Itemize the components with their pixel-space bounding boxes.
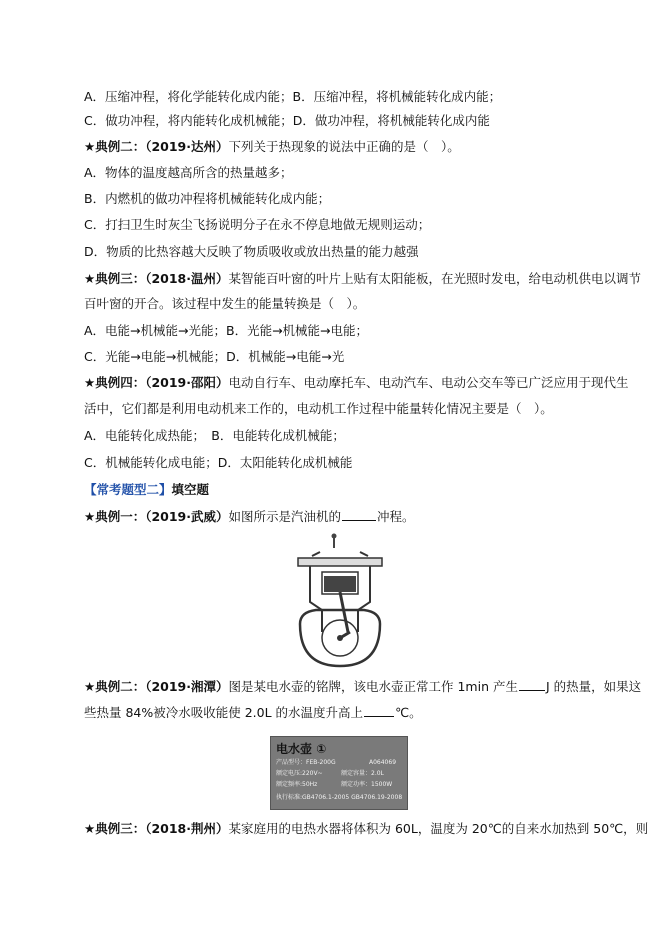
section-heading [84,481,625,499]
question-stem: ℃。 [395,705,422,720]
nameplate-model: 产品型号：FEB-200G [276,759,336,766]
nameplate-photo [270,736,408,810]
nameplate-standard: 执行标准:GB4706.1-2005 GB4706.19-2008 [276,794,403,801]
option-line: D．物质的比热容越大反映了物质吸收或放出热量的能力越强 [84,244,419,259]
answer-blank[interactable] [342,508,376,521]
example-question [84,270,642,288]
question-stem-cont: 百叶窗的开合。该过程中发生的能量转换是（ ）。 [84,296,366,311]
nameplate-title: 电水壶 ① [276,742,327,756]
example-question [84,508,625,526]
nameplate-capacity: 额定容量：2.0L [341,770,384,777]
question-stem-cont [84,704,625,722]
example-label: ★典例一：（2019·武威） [84,509,229,524]
answer-blank[interactable] [364,704,394,717]
example-label: ★典例二：（2019·达州） [84,139,229,154]
nameplate-code: A064069 [369,759,397,766]
example-question [84,678,642,696]
nameplate-frequency: 额定频率:50Hz [276,781,318,788]
option-line: C．做功冲程，将内能转化成机械能；D．做功冲程，将机械能转化成内能 [84,113,490,128]
question-stem: 些热量 84%被冷水吸收能使 2.0L 的水温度升高上 [84,705,364,720]
example-label: ★典例三：（2018·温州） [84,271,229,286]
example-question [84,374,629,392]
question-stem: 电动自行车、电动摩托车、电动汽车、电动公交车等已广泛应用于现代生 [228,375,629,390]
example-label: ★典例四：（2019·邵阳） [84,375,229,390]
option-line: C．机械能转化成电能；D．太阳能转化成机械能 [84,455,353,470]
option-line: A．电能→机械能→光能；B．光能→机械能→电能； [84,323,369,338]
option-line: C．打扫卫生时灰尘飞扬说明分子在永不停息地做无规则运动； [84,217,431,232]
section-title: 填空题 [171,482,210,497]
question-stem-cont: 活中，它们都是利用电动机来工作的，电动机工作过程中能量转化情况主要是（ ）。 [84,401,553,416]
option-line: B．内燃机的做功冲程将机械能转化成内能； [84,191,331,206]
nameplate-power: 额定功率：1500W [341,781,393,788]
question-stem: 某家庭用的电热水器将体积为 60L，温度为 20℃的自来水加热到 50℃，则 [228,821,649,836]
option-line: A．压缩冲程，将化学能转化成内能；B．压缩冲程，将机械能转化成内能； [84,89,502,104]
example-question [84,138,625,156]
option-line: A．物体的温度越高所含的热量越多； [84,165,293,180]
example-label: ★典例二：（2019·湘潭） [84,679,229,694]
question-stem: 冲程。 [377,509,415,524]
option-line: A．电能转化成热能； B．电能转化成机械能； [84,428,345,443]
example-question [84,820,649,838]
engine-diagram [292,532,388,670]
nameplate-voltage: 额定电压:220V~ [276,770,323,777]
answer-blank[interactable] [519,678,545,691]
example-label: ★典例三：（2018·荆州） [84,821,229,836]
question-stem: 下列关于热现象的说法中正确的是（ ）。 [228,139,460,154]
option-line: C．光能→电能→机械能；D．机械能→电能→光 [84,349,345,364]
section-tag: 【常考题型二】 [84,482,172,497]
question-stem: 某智能百叶窗的叶片上贴有太阳能板，在光照时发电，给电动机供电以调节 [228,271,642,286]
question-stem: 图是某电水壶的铭牌，该电水壶正常工作 1min 产生 [228,679,518,694]
question-stem: 如图所示是汽油机的 [228,509,342,524]
question-stem: J 的热量，如果这 [545,679,642,694]
